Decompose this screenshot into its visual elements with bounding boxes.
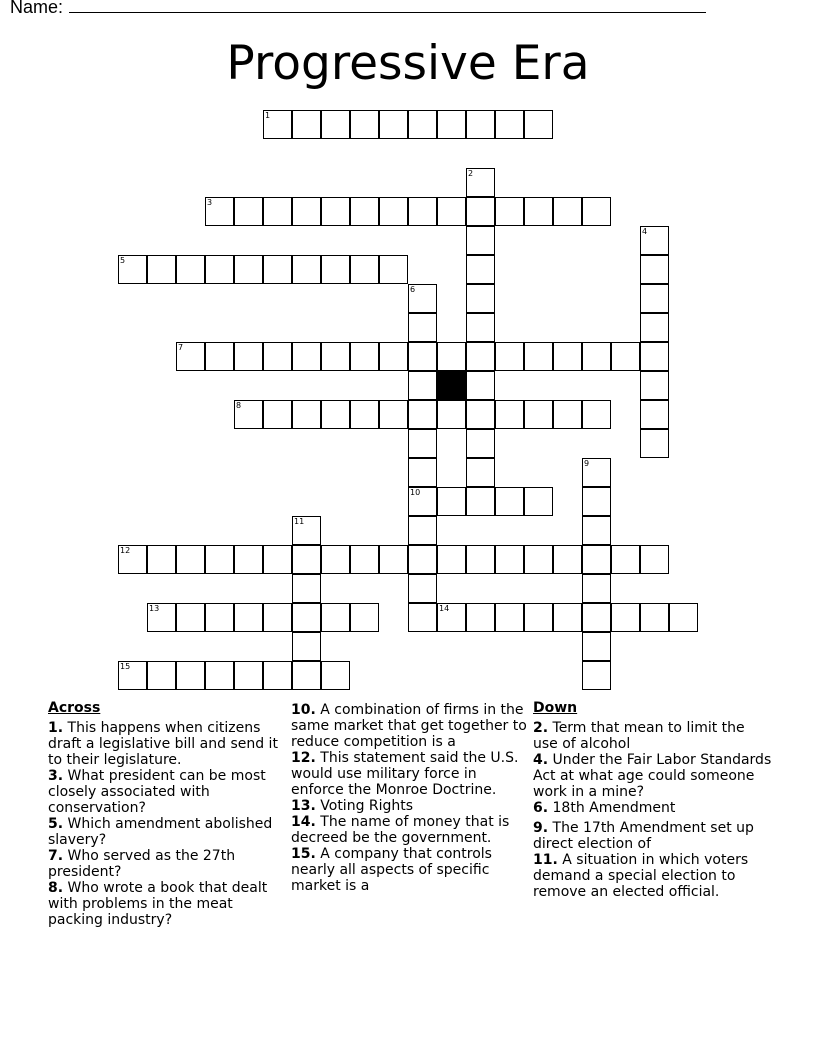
crossword-cell[interactable] (582, 342, 611, 371)
crossword-cell[interactable] (437, 400, 466, 429)
crossword-cell[interactable] (466, 545, 495, 574)
clue-down-6: 6. 18th Amendment (533, 800, 676, 816)
clue-across-7: 7. Who served as the 27th president? (48, 848, 236, 880)
crossword-cell[interactable] (524, 400, 553, 429)
crossword-cell[interactable] (524, 545, 553, 574)
clue-down-11: 11. A situation in which voters demand a special election to remove an elected official. (533, 852, 749, 900)
crossword-cell[interactable] (205, 197, 234, 226)
crossword-cell[interactable] (379, 342, 408, 371)
crossword-cell[interactable] (234, 545, 263, 574)
clue-across-14: 14. The name of money that is decreed be the government. (291, 814, 510, 846)
crossword-cell[interactable] (582, 545, 611, 574)
crossword-cell[interactable] (640, 313, 669, 342)
crossword-cell[interactable] (466, 342, 495, 371)
crossword-cell[interactable] (350, 255, 379, 284)
crossword-cell[interactable] (205, 342, 234, 371)
crossword-cell[interactable] (582, 632, 611, 661)
crossword-cell[interactable] (640, 284, 669, 313)
cell-number: 4 (642, 227, 648, 236)
crossword-cell[interactable] (495, 197, 524, 226)
crossword-cell[interactable] (495, 545, 524, 574)
crossword-cell[interactable] (321, 400, 350, 429)
crossword-cell[interactable] (582, 516, 611, 545)
crossword-cell[interactable] (466, 168, 495, 197)
crossword-cell[interactable] (147, 661, 176, 690)
crossword-cell[interactable] (466, 255, 495, 284)
crossword-cell[interactable] (176, 255, 205, 284)
crossword-cell[interactable] (640, 603, 669, 632)
crossword-cell[interactable] (118, 545, 147, 574)
crossword-cell[interactable] (408, 313, 437, 342)
crossword-cell[interactable] (350, 110, 379, 139)
crossword-cell[interactable] (292, 342, 321, 371)
crossword-cell[interactable] (582, 603, 611, 632)
crossword-cell[interactable] (205, 255, 234, 284)
cell-number: 1 (265, 111, 271, 120)
crossword-cell[interactable] (408, 574, 437, 603)
down-heading: Down (533, 700, 578, 716)
crossword-cell[interactable] (379, 197, 408, 226)
clue-across-1: 1. This happens when citizens draft a legislative bill and send it to their legislature. (48, 720, 278, 768)
crossword-cell[interactable] (466, 313, 495, 342)
cell-number: 10 (410, 488, 421, 497)
clue-across-3: 3. What president can be most closely associated with conservation? (48, 768, 266, 816)
cell-number: 13 (149, 604, 160, 613)
clue-across-15: 15. A company that controls nearly all aspects of specific market is a (291, 846, 492, 894)
across-clues (48, 700, 284, 928)
crossword-cell[interactable] (350, 197, 379, 226)
across-heading: Across (48, 700, 101, 716)
crossword-cell[interactable] (495, 110, 524, 139)
cell-number: 11 (294, 517, 305, 526)
crossword-cell[interactable] (524, 197, 553, 226)
crossword-cell[interactable] (582, 661, 611, 690)
cell-number: 5 (120, 256, 126, 265)
crossword-cell[interactable] (408, 545, 437, 574)
crossword-cell[interactable] (263, 110, 292, 139)
crossword-cell[interactable] (234, 197, 263, 226)
crossword-cell[interactable] (292, 255, 321, 284)
crossword-cell[interactable] (350, 545, 379, 574)
crossword-cell[interactable] (321, 545, 350, 574)
crossword-cell[interactable] (640, 255, 669, 284)
crossword-cell[interactable] (524, 487, 553, 516)
crossword-cell[interactable] (611, 342, 640, 371)
cell-number: 6 (410, 285, 416, 294)
across-clues-continued (291, 702, 527, 894)
crossword-cell[interactable] (669, 603, 698, 632)
crossword-cell[interactable] (205, 603, 234, 632)
crossword-cell[interactable] (466, 487, 495, 516)
clue-down-4: 4. Under the Fair Labor Standards Act at what age could someone work in a mine? (533, 752, 772, 800)
crossword-cell[interactable] (408, 487, 437, 516)
crossword-cell[interactable] (263, 342, 292, 371)
crossword-cell[interactable] (640, 226, 669, 255)
crossword-cell[interactable] (176, 342, 205, 371)
crossword-cell[interactable] (176, 545, 205, 574)
clue-across-12: 12. This statement said the U.S. would use military force in enforce the Monroe Doctrine. (291, 750, 519, 798)
crossword-cell[interactable] (234, 661, 263, 690)
crossword-cell[interactable] (437, 342, 466, 371)
crossword-cell[interactable] (524, 603, 553, 632)
crossword-cell[interactable] (437, 545, 466, 574)
crossword-cell[interactable] (582, 487, 611, 516)
crossword-cell[interactable] (553, 342, 582, 371)
name-label: Name: (10, 0, 64, 17)
cell-number: 12 (120, 546, 131, 555)
crossword-cell[interactable] (524, 110, 553, 139)
clue-across-5: 5. Which amendment abolished slavery? (48, 816, 273, 848)
crossword-cell[interactable] (321, 110, 350, 139)
cell-number: 15 (120, 662, 131, 671)
crossword-cell[interactable] (466, 458, 495, 487)
crossword-cell[interactable] (408, 197, 437, 226)
crossword-cell[interactable] (640, 342, 669, 371)
crossword-cell[interactable] (408, 371, 437, 400)
crossword-cell[interactable] (582, 197, 611, 226)
crossword-cell[interactable] (292, 400, 321, 429)
crossword-cell[interactable] (263, 255, 292, 284)
crossword-cell[interactable] (292, 603, 321, 632)
cell-number: 7 (178, 343, 184, 352)
crossword-cell[interactable] (263, 603, 292, 632)
crossword-cell[interactable] (437, 197, 466, 226)
crossword-cell[interactable] (408, 342, 437, 371)
crossword-cell[interactable] (466, 400, 495, 429)
crossword-cell[interactable] (263, 197, 292, 226)
crossword-cell[interactable] (321, 661, 350, 690)
crossword-cell[interactable] (321, 342, 350, 371)
crossword-cell[interactable] (205, 545, 234, 574)
crossword-cell[interactable] (292, 516, 321, 545)
clue-down-9: 9. The 17th Amendment set up direct election of (533, 820, 754, 852)
crossword-cell[interactable] (118, 255, 147, 284)
clue-across-8: 8. Who wrote a book that dealt with problems in the meat packing industry? (48, 880, 268, 928)
crossword-cell[interactable] (640, 400, 669, 429)
crossword-cell[interactable] (437, 603, 466, 632)
crossword-cell[interactable] (234, 342, 263, 371)
crossword-cell[interactable] (408, 458, 437, 487)
crossword-cell[interactable] (466, 110, 495, 139)
crossword-cell[interactable] (292, 661, 321, 690)
crossword-cell[interactable] (611, 603, 640, 632)
crossword-cell[interactable] (640, 545, 669, 574)
crossword-cell[interactable] (234, 255, 263, 284)
crossword-cell[interactable] (263, 545, 292, 574)
crossword-cell[interactable] (263, 400, 292, 429)
crossword-cell[interactable] (582, 458, 611, 487)
clue-down-2: 2. Term that mean to limit the use of alcohol (533, 720, 745, 752)
crossword-cell[interactable] (466, 226, 495, 255)
cell-number: 2 (468, 169, 474, 178)
down-clues (533, 700, 773, 900)
crossword-cell[interactable] (437, 110, 466, 139)
crossword-cell[interactable] (495, 400, 524, 429)
crossword-cell[interactable] (321, 197, 350, 226)
page-title: Progressive Era (226, 36, 590, 91)
crossword-cell[interactable] (553, 400, 582, 429)
crossword-cell[interactable] (321, 255, 350, 284)
crossword-cell[interactable] (147, 255, 176, 284)
crossword-cell[interactable] (437, 487, 466, 516)
crossword-cell[interactable] (495, 487, 524, 516)
cell-number: 8 (236, 401, 242, 410)
crossword-cell[interactable] (176, 661, 205, 690)
crossword-cell[interactable] (234, 603, 263, 632)
crossword-black-cell (437, 371, 466, 400)
crossword-cell[interactable] (611, 545, 640, 574)
crossword-cell[interactable] (466, 284, 495, 313)
crossword-cell[interactable] (640, 429, 669, 458)
crossword-cell[interactable] (466, 603, 495, 632)
crossword-cell[interactable] (118, 661, 147, 690)
crossword-cell[interactable] (263, 661, 292, 690)
crossword-cell[interactable] (379, 400, 408, 429)
crossword-cell[interactable] (495, 342, 524, 371)
crossword-cell[interactable] (147, 603, 176, 632)
crossword-cell[interactable] (466, 371, 495, 400)
crossword-cell[interactable] (234, 400, 263, 429)
crossword-cell[interactable] (292, 545, 321, 574)
crossword-cell[interactable] (176, 603, 205, 632)
crossword-cell[interactable] (408, 110, 437, 139)
crossword-cell[interactable] (292, 110, 321, 139)
crossword-cell[interactable] (379, 545, 408, 574)
crossword-cell[interactable] (466, 197, 495, 226)
cell-number: 3 (207, 198, 213, 207)
crossword-cell[interactable] (553, 197, 582, 226)
crossword-cell[interactable] (524, 342, 553, 371)
crossword-cell[interactable] (379, 110, 408, 139)
crossword-cell[interactable] (582, 574, 611, 603)
clue-across-13: 13. Voting Rights (291, 798, 414, 814)
cell-number: 9 (584, 459, 590, 468)
crossword-cell[interactable] (147, 545, 176, 574)
crossword-cell[interactable] (350, 342, 379, 371)
crossword-cell[interactable] (495, 603, 524, 632)
crossword-cell[interactable] (640, 371, 669, 400)
crossword-cell[interactable] (408, 400, 437, 429)
crossword-cell[interactable] (205, 661, 234, 690)
crossword-cell[interactable] (553, 603, 582, 632)
crossword-cell[interactable] (408, 284, 437, 313)
crossword-cell[interactable] (408, 516, 437, 545)
crossword-cell[interactable] (466, 429, 495, 458)
crossword-cell[interactable] (292, 197, 321, 226)
crossword-cell[interactable] (350, 603, 379, 632)
crossword-cell[interactable] (321, 603, 350, 632)
crossword-cell[interactable] (582, 400, 611, 429)
crossword-cell[interactable] (553, 545, 582, 574)
clue-across-10: 10. A combination of firms in the same market that get together to reduce competition is a (291, 702, 527, 750)
crossword-cell[interactable] (292, 574, 321, 603)
crossword-cell[interactable] (408, 429, 437, 458)
crossword-cell[interactable] (350, 400, 379, 429)
cell-number: 14 (439, 604, 450, 613)
crossword-cell[interactable] (379, 255, 408, 284)
crossword-cell[interactable] (292, 632, 321, 661)
crossword-cell[interactable] (408, 603, 437, 632)
